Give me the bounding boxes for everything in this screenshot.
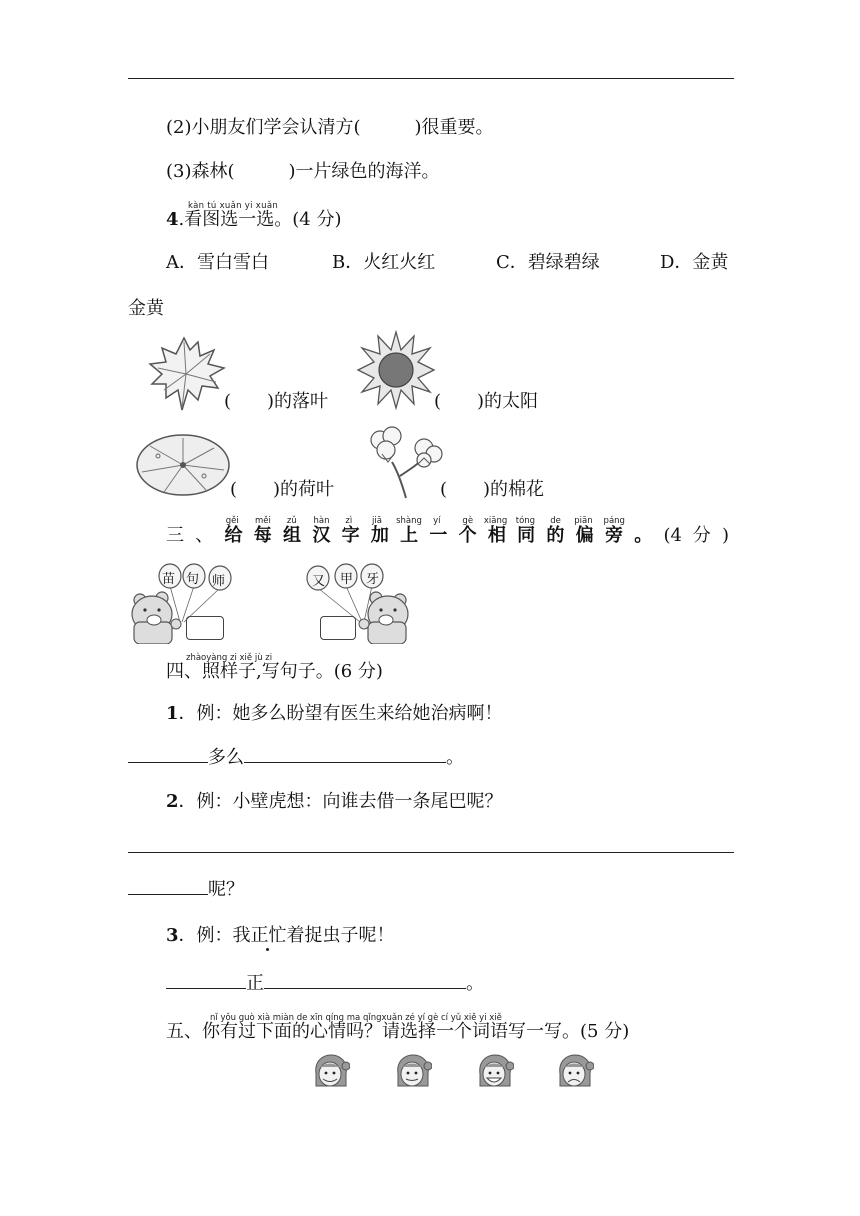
item-cotton: ( )的棉花 <box>440 479 545 500</box>
balloon-left-1: 苗 <box>162 572 176 587</box>
item-fallen-leaf: ( )的落叶 <box>224 391 329 412</box>
laughing-girl-icon <box>476 1054 514 1090</box>
section-3-title-char: 上 <box>400 525 419 546</box>
balloon-right-3: 牙 <box>366 572 380 587</box>
option-b: B．火红火红 <box>332 252 436 273</box>
section-3-title-char: 每 <box>253 525 272 546</box>
example-2-number: 2 <box>166 791 179 812</box>
section-3-pinyin-syllable: tóng <box>515 516 536 526</box>
answer-blank-3b[interactable] <box>264 972 466 989</box>
option-a: A．雪白雪白 <box>166 252 269 273</box>
section-3-title-char: 分 <box>692 525 711 546</box>
lotus-leaf-icon <box>134 432 232 498</box>
answer-1-end: 。 <box>446 747 464 768</box>
section-3-pinyin-syllable: zì <box>345 516 353 526</box>
section-3-pinyin-syllable: hàn <box>313 516 330 526</box>
section-3-pinyin-syllable: de <box>550 516 561 526</box>
radical-answer-box-left[interactable] <box>186 616 224 640</box>
emphasis-dot <box>266 948 269 951</box>
section-3-pinyin-syllable: gěi <box>225 516 239 526</box>
option-c: C．碧绿碧绿 <box>496 252 600 273</box>
section-3-pinyin-syllable: xiāng <box>483 516 508 526</box>
smiling-girl-icon <box>394 1054 432 1090</box>
question-2-line: (2)小朋友们学会认清方( )很重要。 <box>166 117 494 138</box>
section-3-pinyin-syllable: zǔ <box>286 516 297 526</box>
balloon-left-2: 句 <box>186 572 200 587</box>
example-3-number: 3 <box>166 925 179 946</box>
sun-icon <box>356 330 436 410</box>
section-4-title: 四、照样子,写句子。(6 分) <box>166 661 383 682</box>
answer-line-1 <box>128 746 464 770</box>
section-3-pinyin-syllable: jiā <box>372 516 382 526</box>
sad-girl-icon <box>556 1054 594 1090</box>
section-3-title-char: (4 <box>663 525 682 546</box>
happy-girl-icon <box>312 1054 350 1090</box>
section-3-title-char: 旁 <box>604 525 623 546</box>
section-3-pinyin-syllable: piān <box>574 516 593 526</box>
example-3-text: ．例：我正忙着捉虫子呢！ <box>178 925 395 946</box>
radical-answer-box-right[interactable] <box>320 616 356 640</box>
example-1-text: ．例：她多么盼望有医生来给她治病啊！ <box>178 703 503 724</box>
cotton-icon <box>362 424 446 500</box>
section-3-title-char: 个 <box>458 525 477 546</box>
section-3-title-char: 一 <box>429 525 448 546</box>
section-3-title-char: 给 <box>224 525 243 546</box>
section-3-title-char: 组 <box>283 525 302 546</box>
section-3-title-char: 加 <box>370 525 389 546</box>
item-sun: ( )的太阳 <box>434 391 539 412</box>
section-3-pinyin-syllable: gè <box>462 516 474 526</box>
q4-pinyin: kàn tú xuǎn yi xuǎn <box>188 201 279 211</box>
item-lotus-leaf: ( )的荷叶 <box>230 479 335 500</box>
q4-text: .看图选一选。(4 分) <box>178 209 342 230</box>
balloon-right-1: 又 <box>312 574 326 589</box>
section-3-pinyin-syllable: shàng <box>396 516 422 526</box>
example-1 <box>166 702 503 726</box>
top-rule <box>128 78 734 79</box>
section-3-pinyin-syllable: páng <box>603 516 625 526</box>
option-d-continued: 金黄 <box>128 298 164 319</box>
example-2 <box>166 790 503 814</box>
answer-3-end: 。 <box>466 973 484 994</box>
section-3-pinyin-syllable: měi <box>254 516 271 526</box>
option-d: D．金黄 <box>660 252 729 273</box>
section-3-title-char: 同 <box>517 525 536 546</box>
answer-line-2-full[interactable] <box>128 852 734 853</box>
example-1-number: 1 <box>166 703 179 724</box>
section-3-title-char: 三 <box>166 525 184 546</box>
answer-blank-2[interactable] <box>128 878 208 895</box>
example-2-text: ．例：小壁虎想：向谁去借一条尾巴呢？ <box>178 791 503 812</box>
balloon-right-2: 甲 <box>340 572 354 587</box>
answer-2-end: 呢？ <box>208 879 244 900</box>
answer-blank-3a[interactable] <box>166 972 246 989</box>
answer-blank-1a[interactable] <box>128 746 208 763</box>
q4-title <box>166 208 341 232</box>
section-5-pinyin: nǐ yǒu guò xià miàn de xīn qíng ma qǐngxuǎn zé yí gè cí yǔ xiě yi xiě <box>210 1013 502 1023</box>
section-5-title: 五、你有过下面的心情吗？请选择一个词语写一写。(5 分) <box>166 1021 630 1042</box>
section-3-title-char: 汉 <box>312 525 331 546</box>
question-3-line: (3)森林( )一片绿色的海洋。 <box>166 161 440 182</box>
section-3-pinyin-syllable: yí <box>433 516 441 526</box>
section-3-title-char: 。 <box>634 525 653 546</box>
section-3-title-char: 字 <box>341 525 360 546</box>
section-3-title-char: ) <box>722 525 730 546</box>
section-3-title-char: 的 <box>546 525 565 546</box>
answer-line-3 <box>166 972 484 996</box>
answer-1-word: 多么 <box>208 747 244 768</box>
answer-3-word: 正 <box>246 973 264 994</box>
section-3-title-char: 偏 <box>575 525 594 546</box>
answer-line-2 <box>128 878 244 902</box>
maple-leaf-icon <box>146 334 228 414</box>
answer-blank-1b[interactable] <box>244 746 446 763</box>
example-3 <box>166 924 395 948</box>
section-3-title-char: 相 <box>487 525 506 546</box>
section-4-pinyin: zhàoyàng zi xiě jù zi <box>186 653 273 663</box>
section-3-title-char: 、 <box>195 525 214 546</box>
q4-number: 4 <box>166 209 179 230</box>
balloon-left-3: 师 <box>212 574 226 589</box>
